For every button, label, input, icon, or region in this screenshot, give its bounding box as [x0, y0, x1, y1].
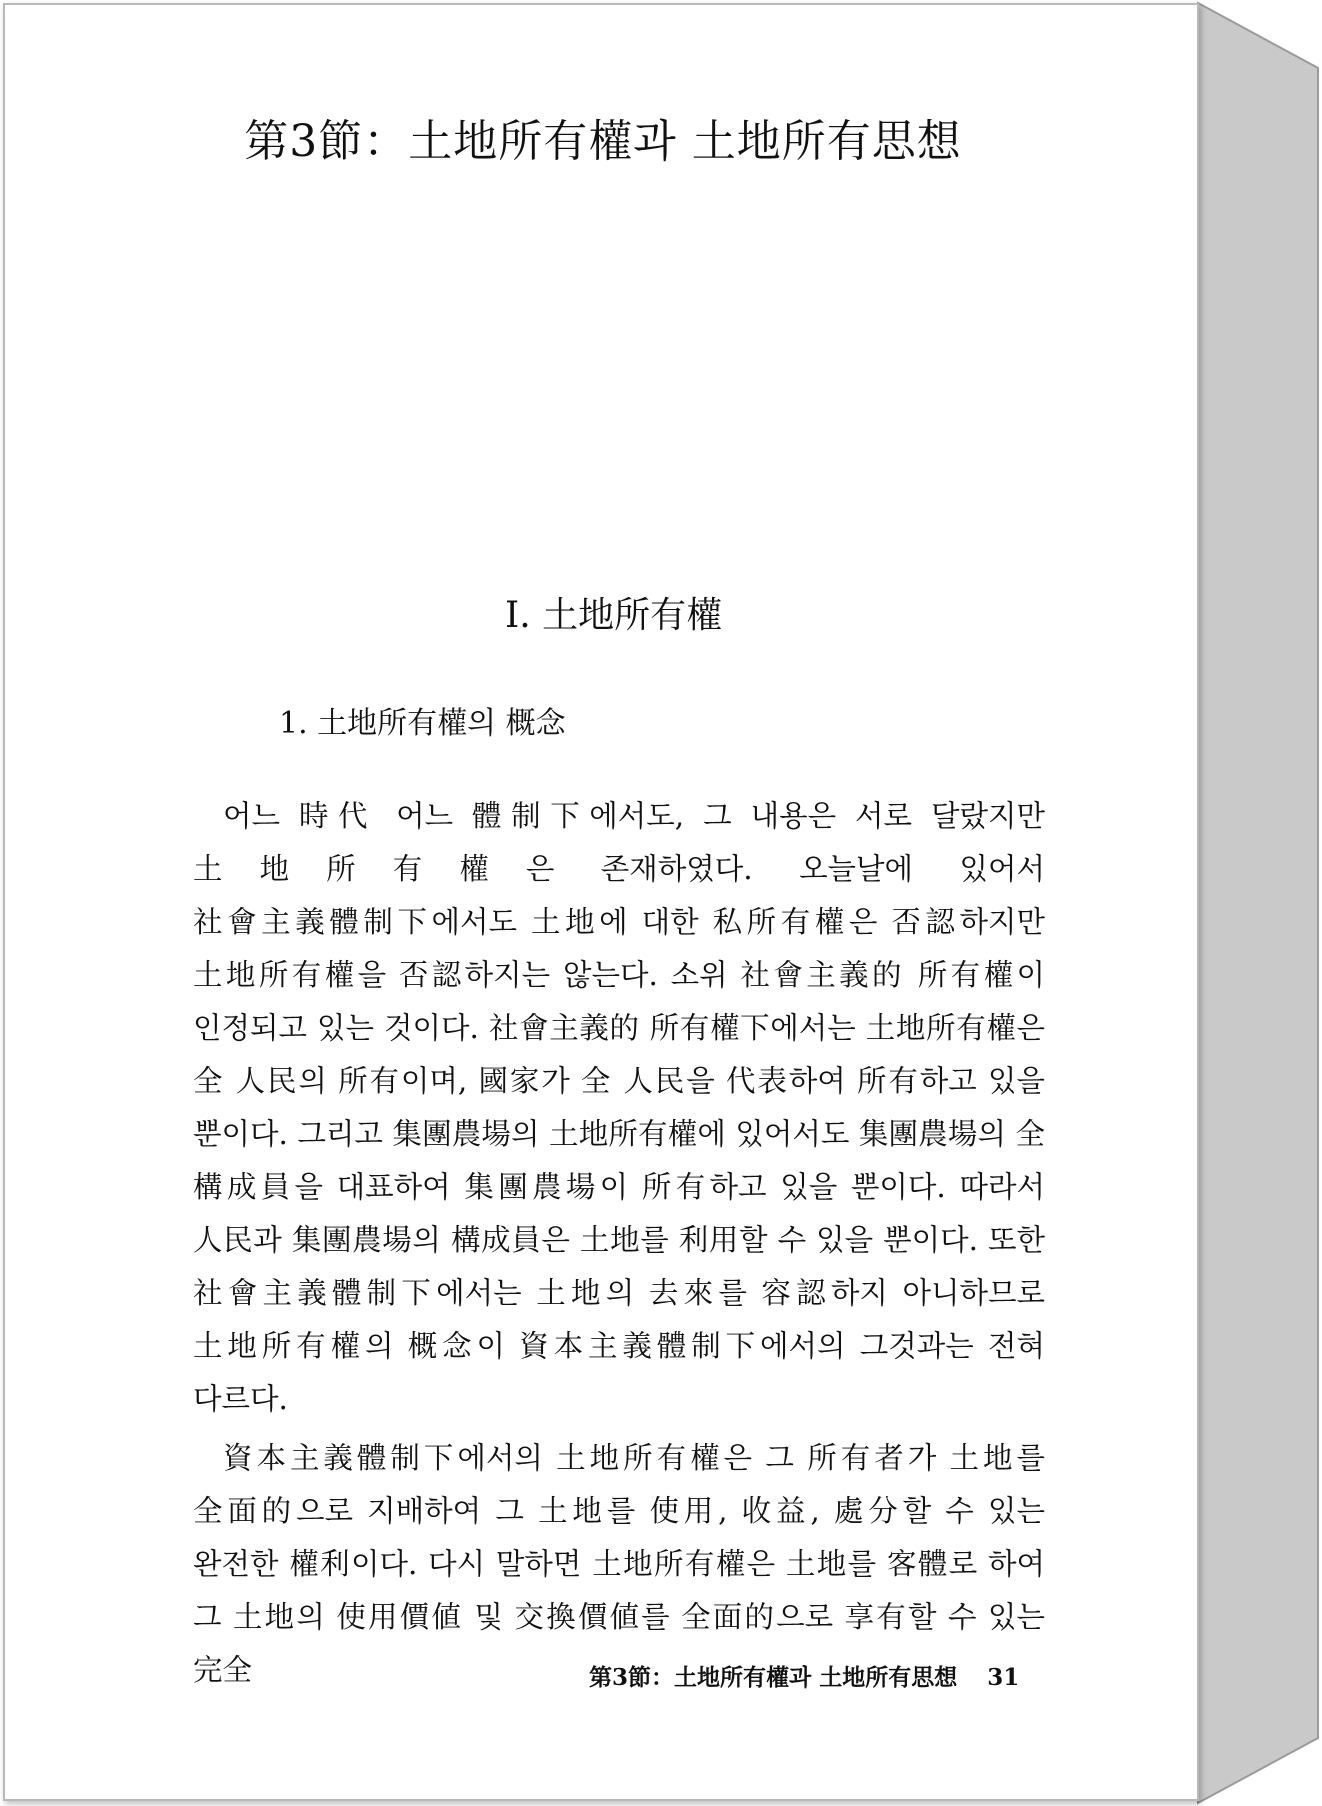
- section-title: Ⅰ. 土地所有權: [505, 595, 723, 636]
- document-page: [3, 3, 1199, 1801]
- paragraph: 資本主義體制下에서의 土地所有權은 그 所有者가 土地를 全面的으로 지배하여 그 土地를 使用, 收益, 處分할 수 있는 완전한 權利이다. 다시 말하면 土地所有權은 土地를 客體로 하여 그 土地의 使用價値 및 交換價値를 全面的으로 享有할 수 있는 完全: [193, 1441, 1045, 1687]
- chapter-title: 第3節：土地所有權과 土地所有思想: [244, 116, 962, 167]
- subsection-title: 1. 土地所有權의 概念: [279, 706, 566, 741]
- page-footer: [589, 1659, 1019, 1692]
- page-number: 31: [987, 1664, 1020, 1691]
- paragraph: 어느 時代 어느 體制下에서도, 그 내용은 서로 달랐지만 土地所有權은 존재하였다. 오늘날에 있어서 社會主義體制下에서도 土地에 대한 私所有權은 否認하지만 土地所有權을 否認하지는 않는다. 소위 社會主義的 所有權이 인정되고 있는 것이다. 社會主義的 所有權下에서는 土地所有權은 全 人民의 所有이며, 國家가 全 人民을 代表하여 所有하고 있을 뿐이다. 그리고 集團農場의 土地所有權에 있어서도 集團農場의 全 構成員을 대표하여 集團農場이 所有하고 있을 뿐이다. 따라서 人民과 集團農場의 構成員은 土地를 利用할 수 있을 뿐이다. 또한 社會主義體制下에서는 土地의 去來를 容認하지 아니하므로 土地所有權의 概念이 資本主義體制下에서의 그것과는 전혀 다르다.: [193, 799, 1045, 1416]
- running-title: 第3節：土地所有權과 土地所有思想: [589, 1664, 958, 1691]
- body-text: [193, 790, 1045, 1697]
